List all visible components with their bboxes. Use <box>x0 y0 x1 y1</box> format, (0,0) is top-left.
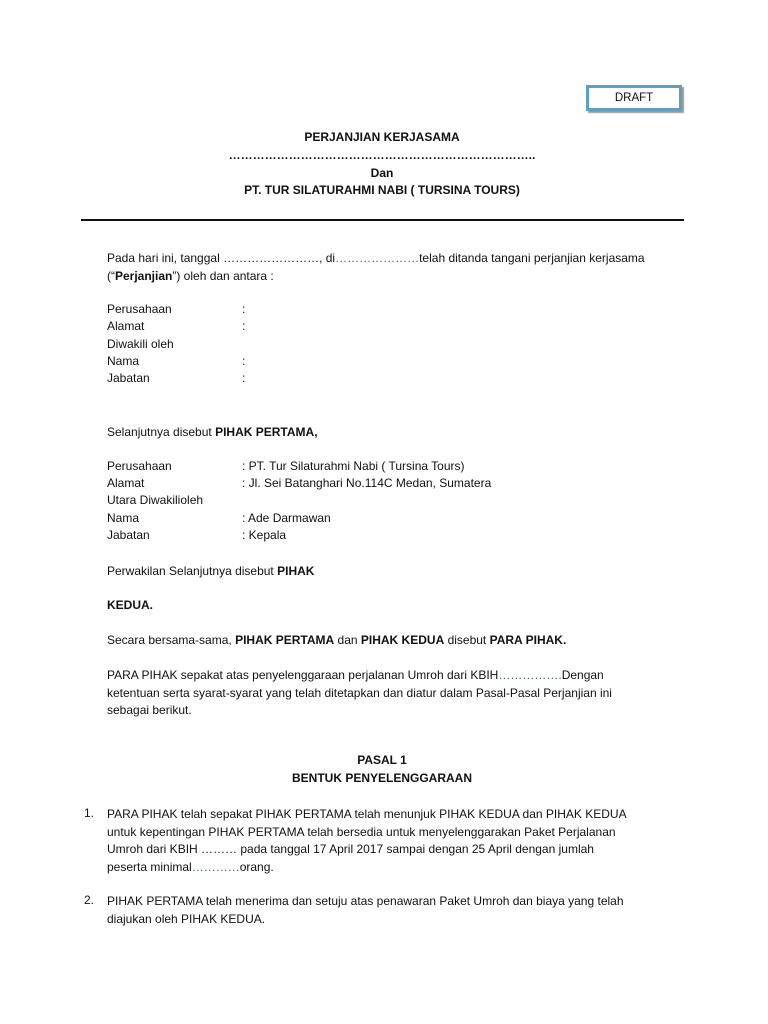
draft-label: DRAFT <box>614 92 654 104</box>
pihak-pertama-line: Selanjutnya disebut PIHAK PERTAMA, <box>107 425 318 439</box>
field-value: : <box>242 319 246 333</box>
field-label: Alamat <box>107 476 145 490</box>
item-number: 1. <box>84 806 95 820</box>
doc-title: PERJANJIAN KERJASAMA <box>304 130 460 144</box>
field-value: : Ade Darmawan <box>242 511 331 525</box>
intro-line-2: (“Perjanjian”) oleh dan antara : <box>107 269 274 283</box>
field-value: : <box>242 302 246 316</box>
para-line-3: sebagai berikut. <box>107 703 192 717</box>
draft-stamp <box>586 85 682 111</box>
field-label: Perusahaan <box>107 302 172 316</box>
field-value: : Jl. Sei Batanghari No.114C Medan, Sumatera <box>242 476 492 490</box>
para-line-1: PARA PIHAK sepakat atas penyelenggaraan perjalanan Umroh dari KBIH…………….Dengan <box>107 668 604 682</box>
para-pihak-paragraph <box>107 667 660 720</box>
field-label: Alamat <box>107 319 145 333</box>
field-label: Perusahaan <box>107 459 172 473</box>
field-value: : PT. Tur Silaturahmi Nabi ( Tursina Tours) <box>242 459 465 473</box>
field-value: : Kepala <box>242 528 287 542</box>
field-value: : <box>242 371 246 385</box>
pasal-title: PASAL 1 <box>357 753 407 767</box>
field-label: Diwakili oleh <box>107 337 174 351</box>
header-divider <box>81 219 684 221</box>
intro-line-1: Pada hari ini, tanggal ……………………, di…………………telah ditanda tangani perjanjian kerjasama <box>107 251 645 265</box>
item-text: PIHAK PERTAMA telah menerima dan setuju atas penawaran Paket Umroh dan biaya yang telah diajukan oleh PIHAK KEDUA. <box>107 894 624 926</box>
bersama-line: Secara bersama-sama, PIHAK PERTAMA dan PIHAK KEDUA disebut PARA PIHAK. <box>107 633 567 647</box>
item-number: 2. <box>84 893 95 907</box>
party-placeholder: ………………………………………………………………….. <box>228 148 536 162</box>
field-label: Nama <box>107 354 140 368</box>
field-label: Jabatan <box>107 528 150 542</box>
field-value: : <box>242 354 246 368</box>
item-text: PARA PIHAK telah sepakat PIHAK PERTAMA telah menunjuk PIHAK KEDUA dan PIHAK KEDUA untuk kepentingan PIHAK PERTAMA telah bersedia untuk menyelenggarakan Paket Perjalanan Umroh dari KBIH ……… pada tanggal 17 April 2017 sampai dengan 25 April dengan jumlah peserta minimal…………orang. <box>107 807 627 874</box>
para-line-2: ketentuan serta syarat-syarat yang telah ditetapkan dan diatur dalam Pasal-Pasal Perjanjian ini <box>107 685 612 700</box>
doc-company: PT. TUR SILATURAHMI NABI ( TURSINA TOURS) <box>244 183 520 197</box>
field-label: Nama <box>107 511 140 525</box>
pihak-kedua-cont: KEDUA. <box>107 598 154 612</box>
pasal-subtitle: BENTUK PENYELENGGARAAN <box>291 771 472 785</box>
and-label: Dan <box>370 166 394 180</box>
pihak-kedua-line: Perwakilan Selanjutnya disebut PIHAK <box>107 564 315 578</box>
field-label: Utara Diwakilioleh <box>107 493 204 507</box>
field-label: Jabatan <box>107 371 150 385</box>
